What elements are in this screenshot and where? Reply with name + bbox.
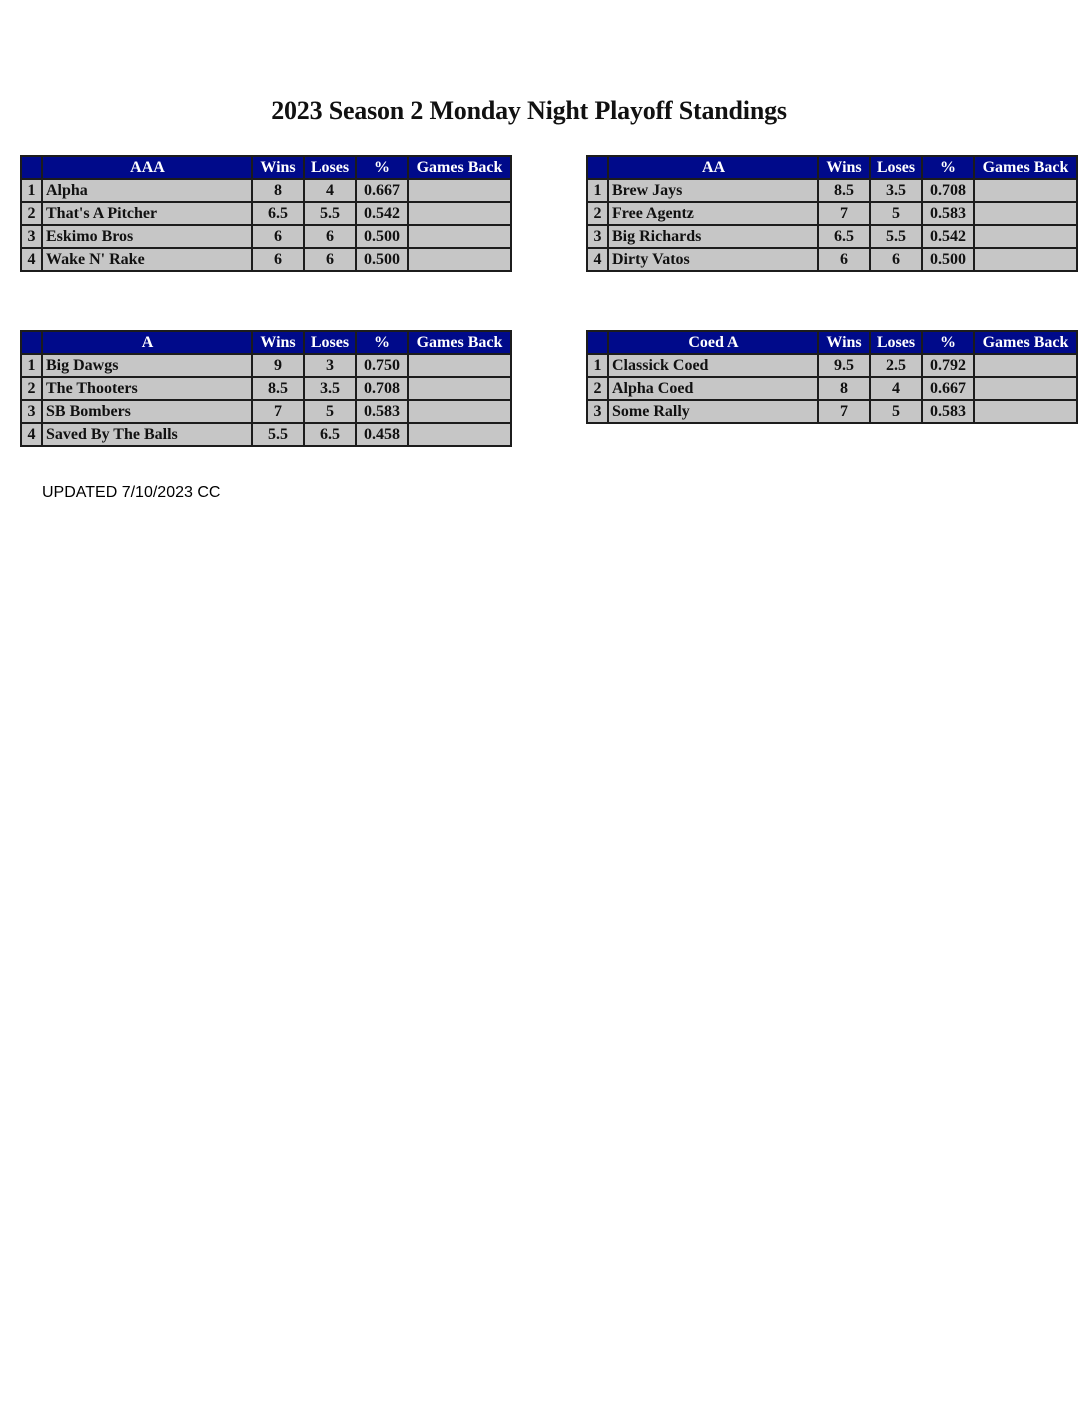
- wins-cell: 8: [818, 377, 870, 400]
- team-cell: Alpha Coed: [608, 377, 818, 400]
- games-back-header: Games Back: [408, 331, 511, 354]
- pct-cell: 0.500: [356, 225, 408, 248]
- pct-cell: 0.750: [356, 354, 408, 377]
- wins-cell: 6: [252, 225, 304, 248]
- team-cell: Saved By The Balls: [42, 423, 252, 446]
- games-back-cell: [974, 179, 1077, 202]
- team-cell: That's A Pitcher: [42, 202, 252, 225]
- games-back-header: Games Back: [974, 331, 1077, 354]
- wins-cell: 6.5: [252, 202, 304, 225]
- loses-cell: 6: [870, 248, 922, 271]
- rank-cell: 3: [21, 225, 42, 248]
- wins-header: Wins: [818, 156, 870, 179]
- wins-cell: 7: [252, 400, 304, 423]
- loses-cell: 5.5: [304, 202, 356, 225]
- standings-table-aa: [586, 155, 1078, 272]
- table-row: [587, 179, 1077, 202]
- games-back-cell: [408, 225, 511, 248]
- games-back-cell: [974, 354, 1077, 377]
- rank-cell: 1: [587, 179, 608, 202]
- loses-cell: 4: [870, 377, 922, 400]
- rank-header: [21, 156, 42, 179]
- table-row: [21, 202, 511, 225]
- games-back-cell: [408, 377, 511, 400]
- table-row: [21, 248, 511, 271]
- rank-cell: 4: [21, 423, 42, 446]
- updated-note: UPDATED 7/10/2023 CC: [42, 484, 221, 501]
- standings-table-coed-a: [586, 330, 1078, 424]
- pct-cell: 0.667: [356, 179, 408, 202]
- division-name-header: Coed A: [608, 331, 818, 354]
- table-row: [587, 202, 1077, 225]
- pct-header: %: [922, 156, 974, 179]
- table-row: [587, 225, 1077, 248]
- team-cell: Big Dawgs: [42, 354, 252, 377]
- table-row: [21, 423, 511, 446]
- rank-header: [587, 156, 608, 179]
- pct-header: %: [356, 331, 408, 354]
- wins-cell: 7: [818, 400, 870, 423]
- table-header-row: [587, 331, 1077, 354]
- loses-cell: 5.5: [870, 225, 922, 248]
- standings-table-aaa: [20, 155, 512, 272]
- games-back-cell: [408, 179, 511, 202]
- table-header-row: [21, 156, 511, 179]
- table-header-row: [21, 331, 511, 354]
- pct-cell: 0.458: [356, 423, 408, 446]
- division-name-header: AA: [608, 156, 818, 179]
- pct-header: %: [356, 156, 408, 179]
- wins-cell: 6.5: [818, 225, 870, 248]
- games-back-cell: [408, 423, 511, 446]
- rank-cell: 1: [587, 354, 608, 377]
- table-row: [587, 377, 1077, 400]
- division-name-header: A: [42, 331, 252, 354]
- wins-cell: 7: [818, 202, 870, 225]
- table-row: [21, 400, 511, 423]
- pct-cell: 0.792: [922, 354, 974, 377]
- loses-header: Loses: [870, 156, 922, 179]
- games-back-header: Games Back: [974, 156, 1077, 179]
- table-row: [21, 179, 511, 202]
- wins-cell: 5.5: [252, 423, 304, 446]
- table-row: [587, 248, 1077, 271]
- wins-cell: 8.5: [252, 377, 304, 400]
- wins-cell: 8.5: [818, 179, 870, 202]
- page-title: 2023 Season 2 Monday Night Playoff Standings: [271, 96, 787, 125]
- loses-cell: 2.5: [870, 354, 922, 377]
- pct-cell: 0.500: [922, 248, 974, 271]
- rank-cell: 3: [21, 400, 42, 423]
- wins-cell: 6: [252, 248, 304, 271]
- loses-header: Loses: [870, 331, 922, 354]
- games-back-cell: [408, 400, 511, 423]
- pct-cell: 0.708: [922, 179, 974, 202]
- table-row: [21, 354, 511, 377]
- games-back-cell: [974, 202, 1077, 225]
- rank-cell: 2: [587, 377, 608, 400]
- wins-header: Wins: [252, 331, 304, 354]
- rank-header: [587, 331, 608, 354]
- rank-cell: 2: [21, 202, 42, 225]
- division-name-header: AAA: [42, 156, 252, 179]
- team-cell: Dirty Vatos: [608, 248, 818, 271]
- loses-cell: 6: [304, 248, 356, 271]
- rank-cell: 1: [21, 179, 42, 202]
- pct-cell: 0.542: [356, 202, 408, 225]
- rank-cell: 3: [587, 400, 608, 423]
- team-cell: Wake N' Rake: [42, 248, 252, 271]
- rank-cell: 2: [587, 202, 608, 225]
- rank-cell: 4: [21, 248, 42, 271]
- wins-cell: 9.5: [818, 354, 870, 377]
- loses-cell: 3: [304, 354, 356, 377]
- wins-cell: 9: [252, 354, 304, 377]
- loses-cell: 4: [304, 179, 356, 202]
- team-cell: Big Richards: [608, 225, 818, 248]
- loses-cell: 6: [304, 225, 356, 248]
- wins-cell: 8: [252, 179, 304, 202]
- pct-cell: 0.583: [356, 400, 408, 423]
- table-row: [21, 377, 511, 400]
- team-cell: Alpha: [42, 179, 252, 202]
- team-cell: The Thooters: [42, 377, 252, 400]
- wins-cell: 6: [818, 248, 870, 271]
- pct-cell: 0.500: [356, 248, 408, 271]
- standings-table-a: [20, 330, 512, 447]
- rank-cell: 3: [587, 225, 608, 248]
- loses-cell: 5: [870, 400, 922, 423]
- team-cell: SB Bombers: [42, 400, 252, 423]
- loses-header: Loses: [304, 156, 356, 179]
- pct-cell: 0.542: [922, 225, 974, 248]
- pct-cell: 0.583: [922, 202, 974, 225]
- wins-header: Wins: [252, 156, 304, 179]
- wins-header: Wins: [818, 331, 870, 354]
- team-cell: Brew Jays: [608, 179, 818, 202]
- games-back-cell: [974, 377, 1077, 400]
- pct-cell: 0.667: [922, 377, 974, 400]
- rank-cell: 2: [21, 377, 42, 400]
- games-back-cell: [408, 248, 511, 271]
- loses-cell: 6.5: [304, 423, 356, 446]
- games-back-cell: [974, 400, 1077, 423]
- loses-cell: 5: [870, 202, 922, 225]
- rank-cell: 4: [587, 248, 608, 271]
- loses-cell: 5: [304, 400, 356, 423]
- table-row: [587, 354, 1077, 377]
- team-cell: Free Agentz: [608, 202, 818, 225]
- pct-header: %: [922, 331, 974, 354]
- team-cell: Some Rally: [608, 400, 818, 423]
- loses-cell: 3.5: [870, 179, 922, 202]
- games-back-cell: [408, 202, 511, 225]
- pct-cell: 0.708: [356, 377, 408, 400]
- rank-header: [21, 331, 42, 354]
- team-cell: Eskimo Bros: [42, 225, 252, 248]
- games-back-cell: [974, 248, 1077, 271]
- loses-header: Loses: [304, 331, 356, 354]
- games-back-header: Games Back: [408, 156, 511, 179]
- table-header-row: [587, 156, 1077, 179]
- games-back-cell: [974, 225, 1077, 248]
- loses-cell: 3.5: [304, 377, 356, 400]
- table-row: [587, 400, 1077, 423]
- team-cell: Classick Coed: [608, 354, 818, 377]
- games-back-cell: [408, 354, 511, 377]
- pct-cell: 0.583: [922, 400, 974, 423]
- table-row: [21, 225, 511, 248]
- rank-cell: 1: [21, 354, 42, 377]
